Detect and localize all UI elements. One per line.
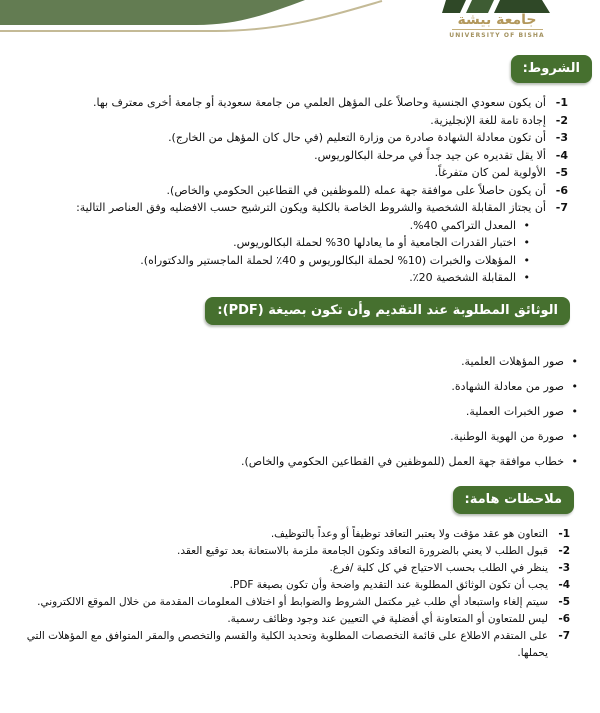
- section-header-documents: [205, 297, 570, 325]
- document-item: • صورة من الهوية الوطنية.: [20, 424, 578, 449]
- condition-item: أن يكون حاصلاً على موافقة جهة عمله (للموظفين في القطاعين الحكومي والخاص).: [166, 183, 546, 197]
- section-header-conditions: [511, 55, 592, 83]
- condition-item: الأولوية لمن كان متفرغاً.: [434, 166, 546, 179]
- university-name-arabic: جامعة بيشة: [452, 13, 543, 30]
- document-item: • خطاب موافقة جهة العمل (للموظفين في القطاعين الحكومي والخاص).: [20, 449, 578, 474]
- document-item: • صور الخبرات العملية.: [20, 399, 578, 424]
- note-item: التعاون هو عقد مؤقت ولا يعتبر التعاقد توظيفاً أو وعداً بالتوظيف.: [270, 527, 548, 540]
- conditions-title: الشروط:: [522, 61, 580, 76]
- condition-item: إجادة تامة للغة الإنجليزية.: [430, 113, 546, 127]
- document-item: • صور من معادلة الشهادة.: [20, 374, 578, 399]
- university-logo: [432, 0, 562, 39]
- note-item: ليس للمتعاون أو المتعاونة أي أفضلية في التعيين عند وجود وظائف رسمية.: [227, 612, 548, 625]
- condition-item: أن يجتاز المقابلة الشخصية والشروط الخاصة بالكلية ويكون الترشيح حسب الافضليه وفق العناصر التالية:: [76, 201, 546, 214]
- notes-title: ملاحظات هامة:: [464, 491, 562, 507]
- criteria-item: • المعدل التراكمي 40%.: [20, 217, 530, 235]
- note-item: على المتقدم الاطلاع على قائمة التخصصات المطلوبة وتحديد الكلية والقسم والتخصص والمقر المتوافق مع المؤهلات التي يحملها.: [26, 629, 548, 659]
- important-notes-list: [20, 526, 572, 662]
- note-item: ينظر في الطلب بحسب الاحتياج في كل كلية /فرع.: [329, 561, 548, 574]
- header-swoosh-decoration: [0, 0, 420, 40]
- page-header: [0, 0, 600, 50]
- university-name-english: UNIVERSITY OF BISHA: [449, 32, 545, 39]
- selection-criteria-list: [20, 217, 530, 287]
- condition-item: ألا يقل تقديره عن جيد جداً في مرحلة البكالوريوس.: [314, 148, 546, 162]
- condition-item: أن تكون معادلة الشهادة صادرة من وزارة التعليم (في حال كان المؤهل من الخارج).: [168, 131, 546, 144]
- section-header-notes: [453, 486, 574, 514]
- document-item: • صور المؤهلات العلمية.: [20, 349, 578, 374]
- note-item: قبول الطلب لا يعني بالضرورة التعاقد وتكون الجامعة ملزمة بالاستعانة بعد توقيع العقد.: [177, 544, 548, 557]
- condition-item: أن يكون سعودي الجنسية وحاصلاً على المؤهل العلمي من جامعة سعودية أو جامعة أخرى معترف بها.: [93, 96, 546, 109]
- required-documents-list: [20, 349, 578, 474]
- note-item: يجب أن تكون الوثائق المطلوبة عند التقديم واضحة وأن تكون بصيغة PDF.: [229, 578, 548, 591]
- criteria-item: • المؤهلات والخبرات (10% لحملة البكالوريوس و 40٪ لحملة الماجستير والدكتوراه).: [20, 252, 530, 270]
- note-item: سيتم إلغاء واستبعاد أي طلب غير مكتمل الشروط والضوابط أو اختلاف المعلومات المقدمة من خلال الموقع الالكتروني.: [37, 595, 548, 608]
- criteria-item: • المقابلة الشخصية 20٪.: [20, 269, 530, 287]
- document-body: [0, 55, 600, 662]
- documents-title: الوثائق المطلوبة عند التقديم وأن تكون بصيغة (PDF):: [217, 302, 558, 318]
- criteria-item: • اختبار القدرات الجامعية أو ما يعادلها 30% لحملة البكالوريوس.: [20, 234, 530, 252]
- conditions-list: [20, 94, 570, 217]
